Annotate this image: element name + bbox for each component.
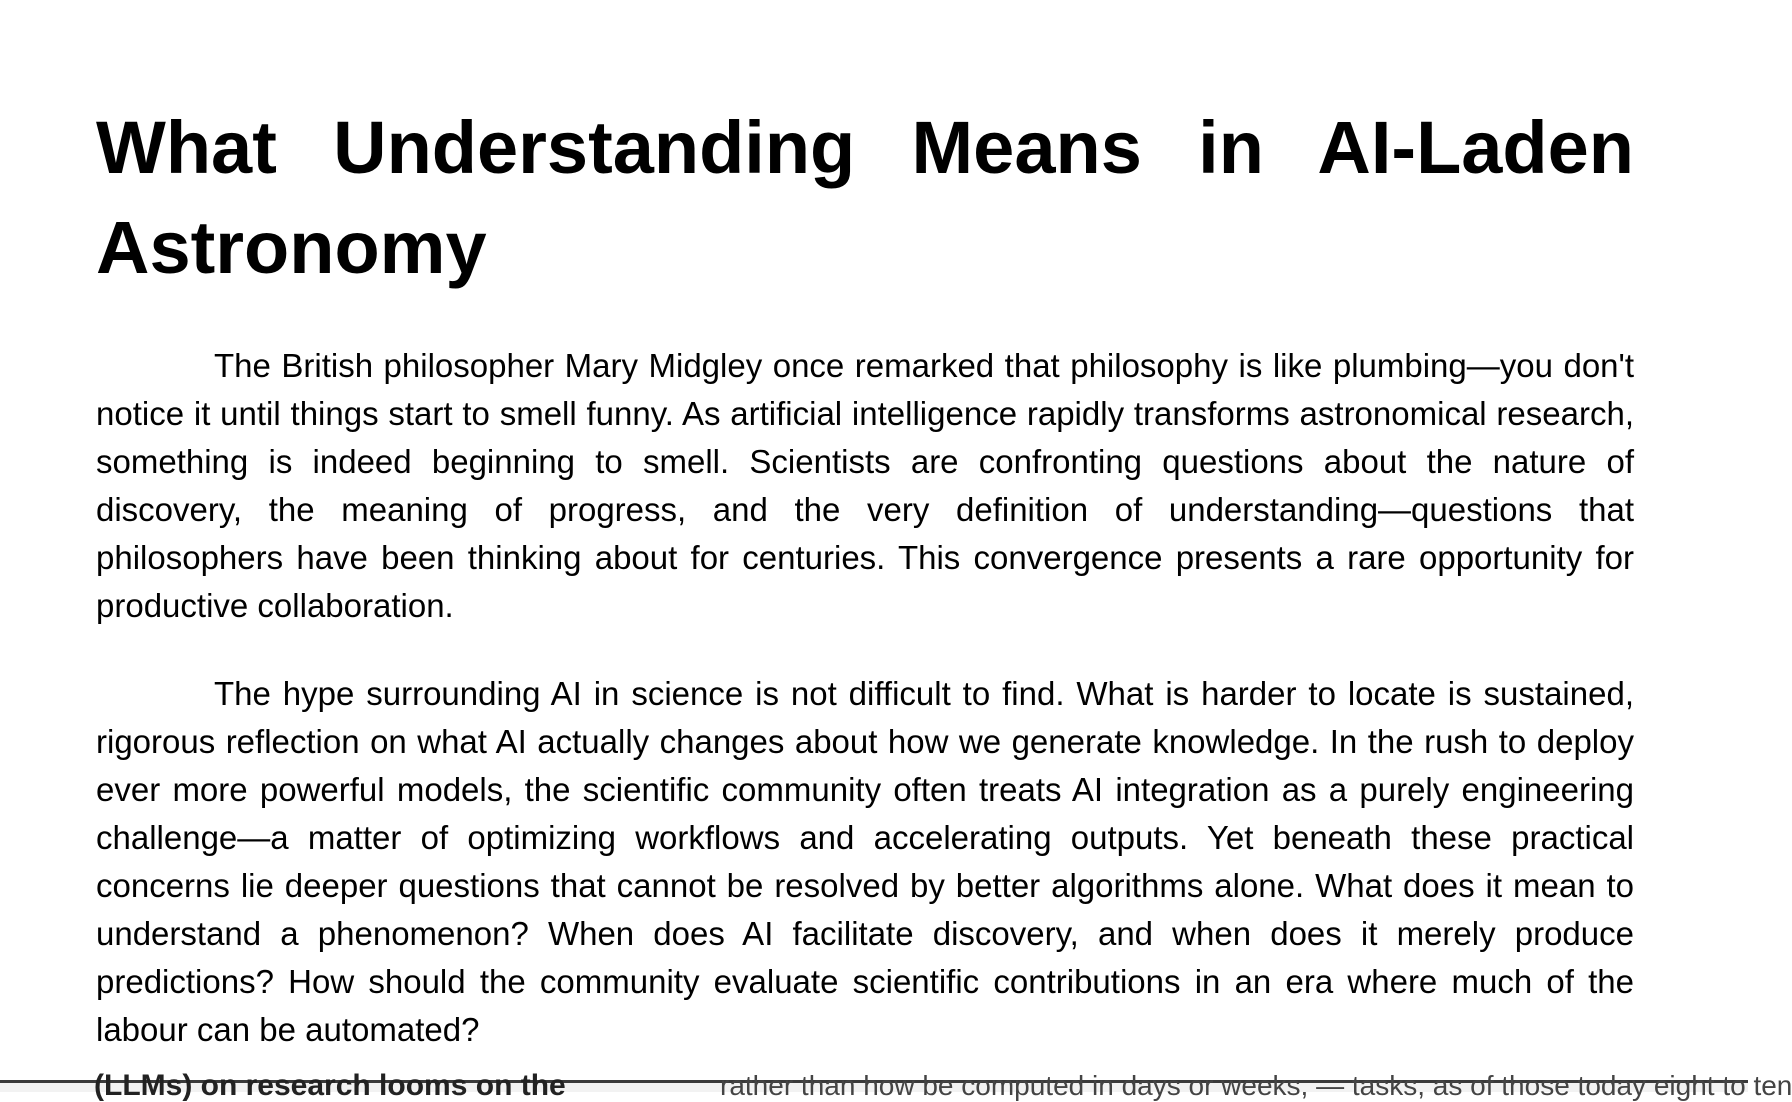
paragraph-2: The hype surrounding AI in science is not difficult to find. What is harder to locate is sustained, rigorous reflection on what AI actually changes about how we generate knowledge. In the rush to deploy ever more powerful models, the scientific community often treats AI integration as a purely engineering challenge—a matter of optimizing workflows and accelerating outputs. Yet beneath these practical concerns lie deeper questions that cannot be resolved by better algorithms alone. What does it mean to understand a phenomenon? When does AI facilitate discovery, and when does it merely produce predictions? How should the community evaluate scientific contributions in an era where much of the labour can be automated? xyxy=(96,675,1634,1048)
document-title: What Understanding Means in AI-Laden Astronomy xyxy=(96,106,1634,289)
document-content xyxy=(96,98,1634,1094)
next-page-cutoff-strip xyxy=(0,1069,1792,1102)
cutoff-text-left: (LLMs) on research looms on the xyxy=(94,1069,566,1102)
paragraph-1: The British philosopher Mary Midgley once remarked that philosophy is like plumbing—you don't notice it until things start to smell funny. As artificial intelligence rapidly transforms astronomical research, something is indeed beginning to smell. Scientists are confronting questions about the nature of discovery, the meaning of progress, and the very definition of understanding—questions that philosophers have been thinking about for centuries. This convergence presents a rare opportunity for productive collaboration. xyxy=(96,347,1634,624)
cutoff-text-right: rather than how be computed in days or weeks, — tasks, as of those today eight to ten xyxy=(720,1070,1792,1101)
document-body xyxy=(96,342,1634,1054)
